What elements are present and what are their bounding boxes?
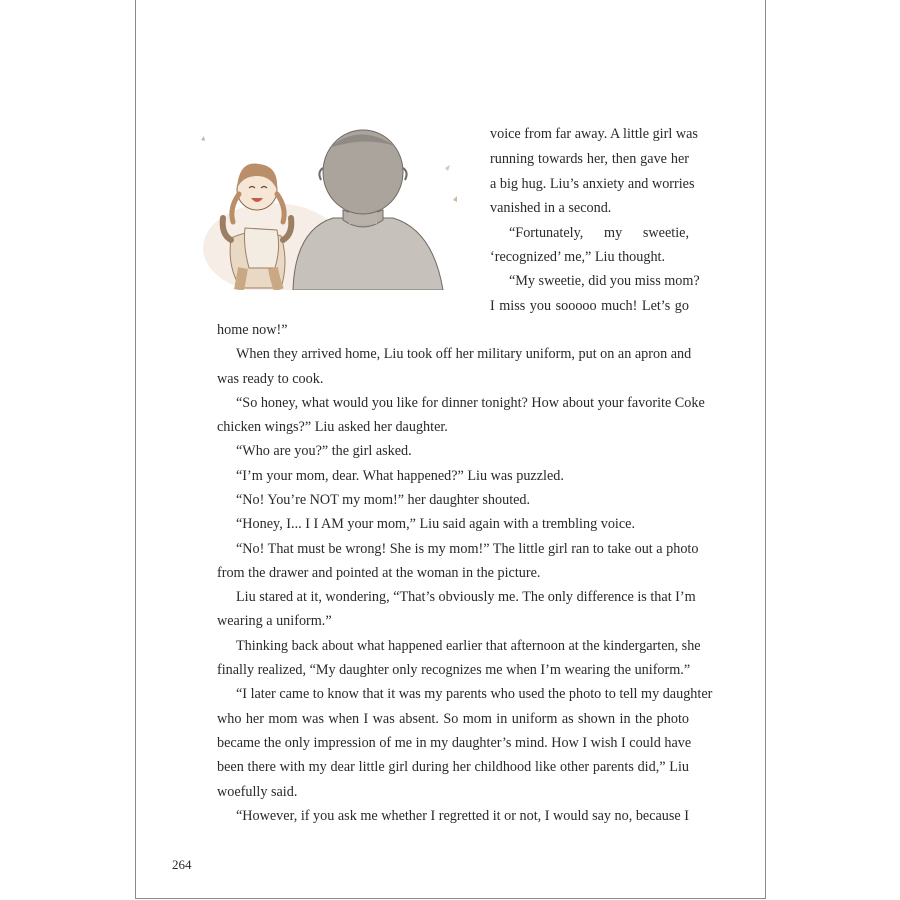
text-line: wearing a uniform.” — [217, 613, 332, 629]
text-line: who her mom was when I was absent. So mom in uniform as shown in the photo — [217, 711, 689, 727]
text-line: “However, if you ask me whether I regretted it or not, I would say no, because I — [236, 808, 689, 824]
text-line: When they arrived home, Liu took off her military uniform, put on an apron and — [236, 346, 692, 362]
text-line: “Honey, I... I I AM your mom,” Liu said again with a trembling voice. — [236, 516, 635, 532]
text-line: finally realized, “My daughter only recognizes me when I’m wearing the uniform.” — [217, 662, 691, 678]
text-line: running towards her, then gave her — [490, 151, 689, 167]
text-line: “So honey, what would you like for dinner tonight? How about your favorite Coke — [236, 395, 705, 411]
text-line: vanished in a second. — [490, 200, 612, 216]
text-line: Thinking back about what happened earlier that afternoon at the kindergarten, she — [236, 638, 701, 654]
text-line: ‘recognized’ me,” Liu thought. — [490, 249, 666, 265]
illustration — [183, 128, 473, 290]
text-line: chicken wings?” Liu asked her daughter. — [217, 419, 448, 435]
text-line: Liu stared at it, wondering, “That’s obviously me. The only difference is that I’m — [236, 589, 696, 605]
text-line: became the only impression of me in my daughter’s mind. How I wish I could have — [217, 735, 692, 751]
text-line: woefully said. — [217, 784, 298, 800]
text-line: voice from far away. A little girl was — [490, 126, 698, 142]
text-line: I miss you sooooo much! Let’s go — [490, 298, 689, 314]
text-line: “My sweetie, did you miss mom? — [509, 273, 700, 289]
text-line: home now!” — [217, 322, 288, 338]
text-line: a big hug. Liu’s anxiety and worries — [490, 176, 695, 192]
text-line: “No! You’re NOT my mom!” her daughter shouted. — [236, 492, 531, 508]
text-line: “No! That must be wrong! She is my mom!” The little girl ran to take out a photo — [236, 541, 699, 557]
text-line: from the drawer and pointed at the woman in the picture. — [217, 565, 541, 581]
text-line: “I later came to know that it was my parents who used the photo to tell my daughter — [236, 686, 713, 702]
text-line: been there with my dear little girl during her childhood like other parents did,” Liu — [217, 759, 689, 775]
page-number: 264 — [172, 857, 192, 872]
text-line: “Who are you?” the girl asked. — [236, 443, 412, 459]
text-line: “Fortunately, my sweetie, — [509, 225, 689, 241]
text-line: was ready to cook. — [217, 371, 324, 387]
text-line: “I’m your mom, dear. What happened?” Liu was puzzled. — [236, 468, 564, 484]
